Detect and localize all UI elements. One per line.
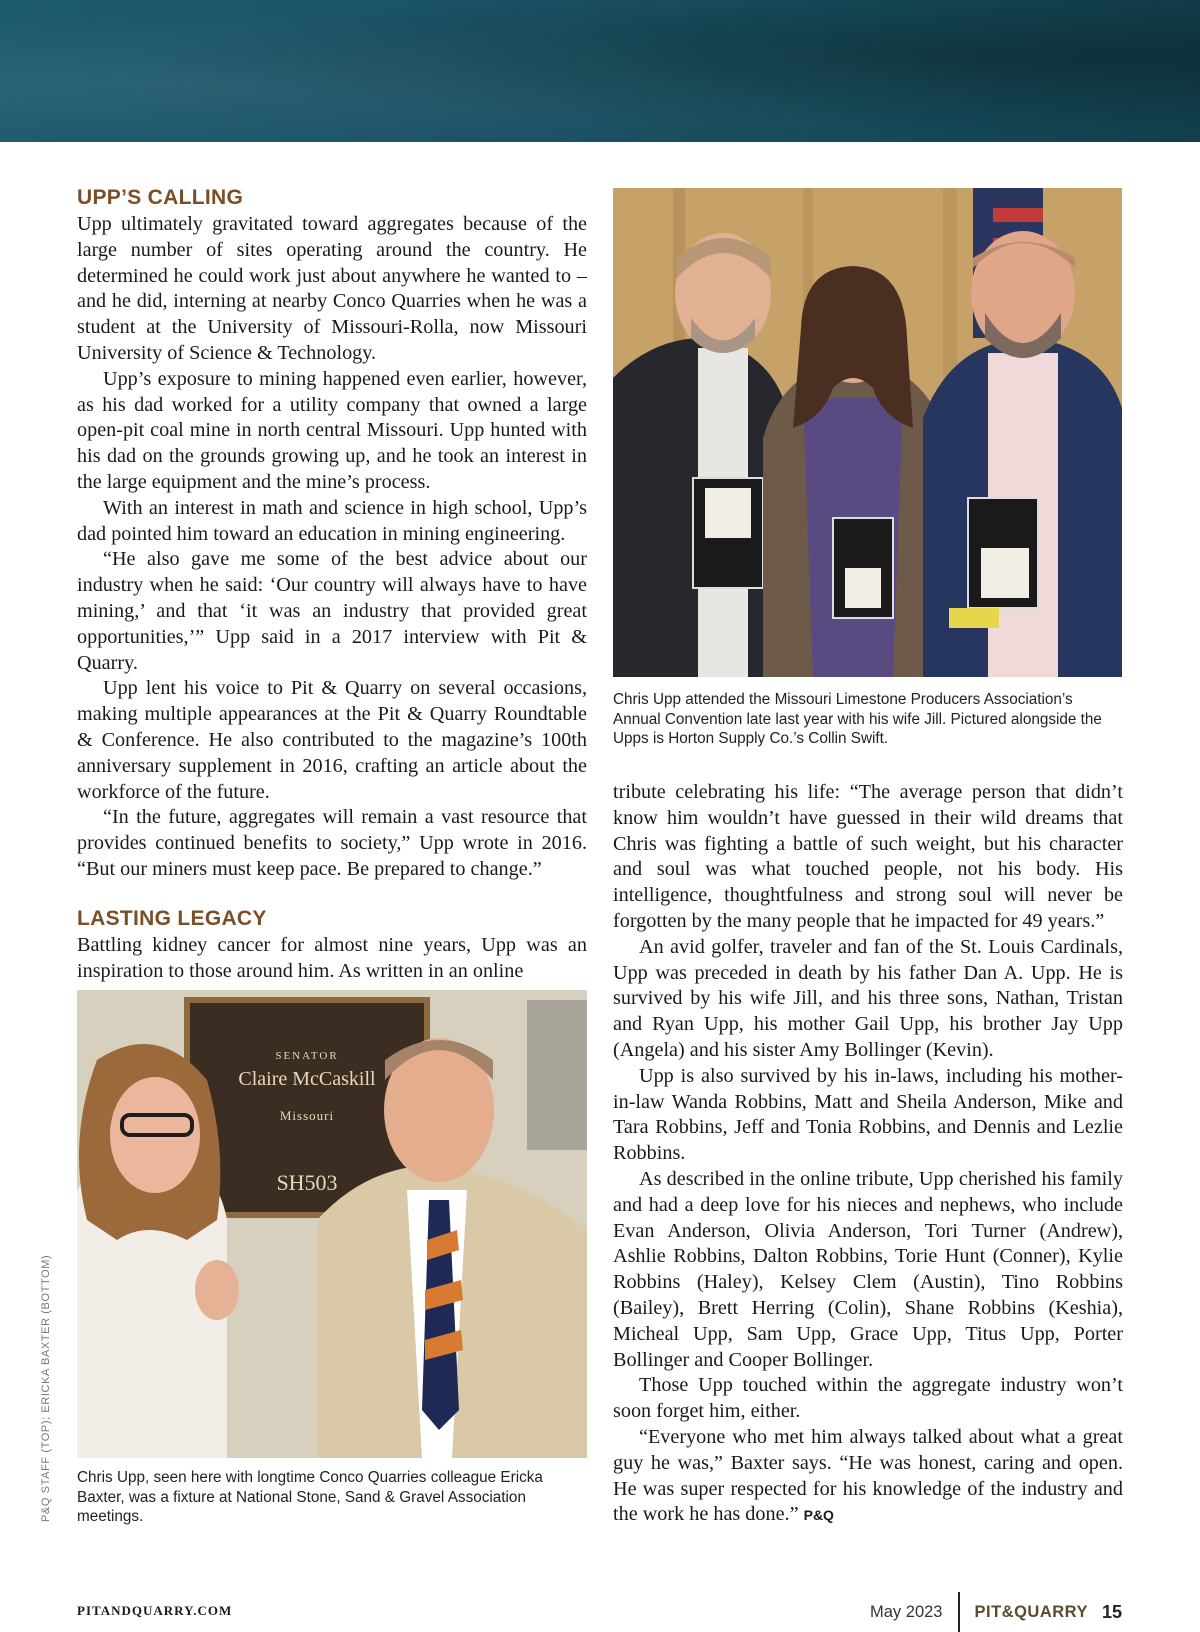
paragraph: Upp is also survived by his in-laws, including his mother-in-law Wanda Robbins, Matt and Sheila Anderson, Mike and Tara Robbins, Jeff and Tonia Robbins, and Dennis and Lezlie Robbins. [613,1064,1123,1165]
paragraph: Those Upp touched within the aggregate industry won’t soon forget him, either. [613,1374,1123,1423]
section-heading-lasting-legacy: LASTING LEGACY [77,906,267,930]
paragraph-last [613,1425,1123,1529]
photo-convention-group [613,188,1122,677]
paragraph: With an interest in math and science in high school, Upp’s dad pointed him toward an education in mining engineering. [77,496,587,545]
paragraph-text: “Everyone who met him always talked about what a great guy he was,” Baxter says. “He was honest, caring and open. He was super respected for his knowledge of the industry and the work he has done.” [613,1425,1123,1526]
paragraph: Battling kidney cancer for almost nine years, Upp was an inspiration to those around him. As written in an online [77,933,587,982]
paragraph: Upp ultimately gravitated toward aggregates because of the large number of sites operating around the country. He determined he could work just about anywhere he wanted to – and he did, interning at nearby Conco Quarries when he was a student at the University of Missouri-Rolla, now Missouri University of Science & Technology. [77,213,587,364]
header-banner [0,0,1200,142]
photo-caption-top: Chris Upp attended the Missouri Limestone Producers Association’s Annual Convention late last year with his wife Jill. Pictured alongside the Upps is Horton Supply Co.’s Collin Swift. [613,691,1102,747]
end-mark: P&Q [803,1507,834,1524]
footer-right [870,1592,1122,1632]
page-number: 15 [1101,1601,1122,1622]
plaque-title: SENATOR [275,1050,339,1062]
paragraph: As described in the online tribute, Upp cherished his family and had a deep love for his nieces and nephews, who include Evan Anderson, Olivia Anderson, Tori Turner (Andrew), Ashlie Robbins, Dalton Robbins, Torie Hunt (Conner), Kylie Robbins (Haley), Kelsey Clem (Austin), Tino Robbins (Bailey), Brett Herring (Colin), Shane Robbins (Keshia), Micheal Upp, Sam Upp, Grace Upp, Titus Upp, Porter Bollinger and Cooper Bollinger. [613,1167,1123,1371]
plaque-name: Claire McCaskill [238,1068,376,1090]
plaque-room: SH503 [276,1170,338,1195]
footer-divider [958,1592,960,1632]
photo-senate-office [77,990,587,1458]
photo-credit: P&Q STAFF (TOP); ERICKA BAXTER (BOTTOM) [40,1254,52,1522]
paragraph: tribute celebrating his life: “The average person that didn’t know him wouldn’t have guessed in their wild dreams that Chris was fighting a battle of such weight, but his character and soul was what touched people, not his body. His intelligence, thoughtfulness and strong soul will never be forgotten by the many people that he impacted for 49 years.” [613,781,1123,932]
paragraph: Upp lent his voice to Pit & Quarry on several occasions, making multiple appearances at the Pit & Quarry Roundtable & Conference. He also contributed to the magazine’s 100th anniversary supplement in 2016, crafting an article about the workforce of the future. [77,677,587,803]
photo-illustration [613,188,1122,677]
plaque-state: Missouri [279,1108,335,1123]
footer-date: May 2023 [870,1602,943,1621]
paragraph: “He also gave me some of the best advice about our industry when he said: ‘Our country will always have to have mining,’ and that ‘it was an industry that provided great opportunities,’” Upp said in a 2017 interview with Pit & Quarry. [77,548,587,674]
footer-site: PITANDQUARRY.COM [77,1603,233,1618]
photo-caption-bottom: Chris Upp, seen here with longtime Conco Quarries colleague Ericka Baxter, was a fixture at National Stone, Sand & Gravel Association meetings. [77,1469,543,1525]
footer-brand: PIT&QUARRY [974,1602,1088,1621]
paragraph: An avid golfer, traveler and fan of the St. Louis Cardinals, Upp was preceded in death by his father Dan A. Upp. He is survived by his wife Jill, and his three sons, Nathan, Tristan and Ryan Upp, his mother Gail Upp, his brother Jay Upp (Angela) and his sister Amy Bollinger (Kevin). [613,935,1123,1061]
right-column [613,780,1123,1529]
paragraph: “In the future, aggregates will remain a vast resource that provides continued benefits to society,” Upp wrote in 2016. “But our miners must keep pace. Be prepared to change.” [77,806,587,880]
paragraph: Upp’s exposure to mining happened even earlier, however, as his dad worked for a utility company that owned a large open-pit coal mine in north central Missouri. Upp hunted with his dad on the grounds growing up, and he took an interest in the large equipment and the mine’s process. [77,367,587,493]
left-column [77,184,587,984]
section-heading-upps-calling: UPP’S CALLING [77,186,244,209]
